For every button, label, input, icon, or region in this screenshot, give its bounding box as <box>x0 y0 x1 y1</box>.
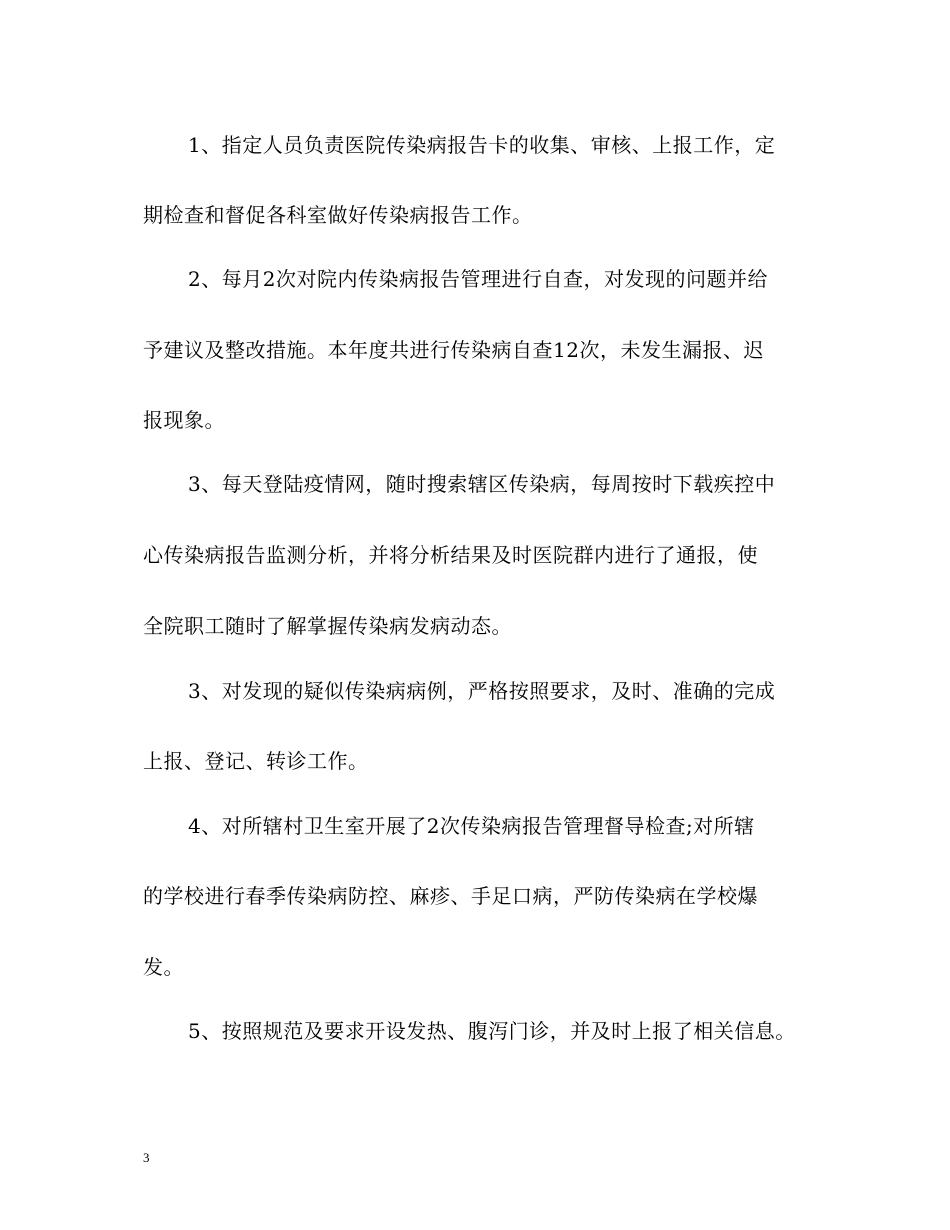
paragraph-line: 上报、登记、转诊工作。 <box>143 749 369 773</box>
paragraph-line: 2、每月2次对院内传染病报告管理进行自查，对发现的问题并给 <box>188 267 768 291</box>
paragraph-line: 的学校进行春季传染病防控、麻疹、手足口病，严防传染病在学校爆 <box>143 884 758 908</box>
paragraph-line: 1、指定人员负责医院传染病报告卡的收集、审核、上报工作，定 <box>188 133 776 157</box>
paragraph-line: 5、按照规范及要求开设发热、腹泻门诊，并及时上报了相关信息。 <box>188 1019 796 1043</box>
paragraph-line: 心传染病报告监测分析，并将分析结果及时医院群内进行了通报，使 <box>143 543 758 567</box>
paragraph-line: 4、对所辖村卫生室开展了2次传染病报告管理督导检查;对所辖 <box>188 814 755 838</box>
paragraph-line: 全院职工随时了解掌握传染病发病动态。 <box>143 614 512 638</box>
paragraph-line: 予建议及整改措施。本年度共进行传染病自查12次，未发生漏报、迟 <box>143 338 764 362</box>
page-number: 3 <box>143 1150 150 1165</box>
paragraph-line: 期检查和督促各科室做好传染病报告工作。 <box>143 203 533 227</box>
paragraph-line: 3、对发现的疑似传染病病例，严格按照要求，及时、准确的完成 <box>188 679 776 703</box>
paragraph-line: 报现象。 <box>143 408 225 432</box>
paragraph-line: 3、每天登陆疫情网，随时搜索辖区传染病，每周按时下载疾控中 <box>188 472 776 496</box>
paragraph-line: 发。 <box>143 955 184 979</box>
